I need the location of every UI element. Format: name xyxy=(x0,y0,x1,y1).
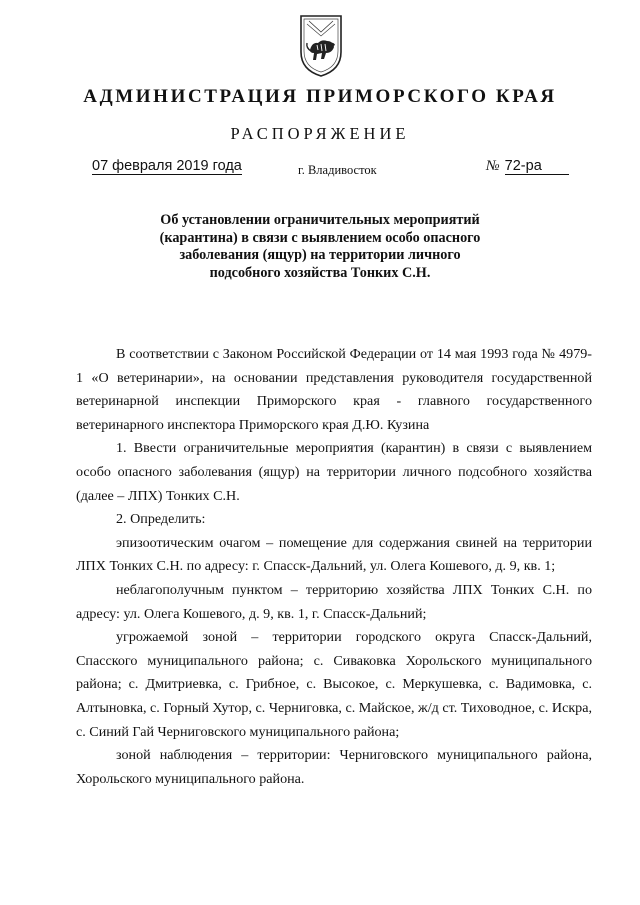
organization-name: АДМИНИСТРАЦИЯ ПРИМОРСКОГО КРАЯ xyxy=(83,86,557,107)
title-line-1: Об установлении ограничительных мероприятий xyxy=(160,212,480,228)
epizootic-focus-paragraph: эпизоотическим очагом – помещение для содержания свиней на территории ЛПХ Тонких С.Н. по адресу: г. Спасск-Дальний, ул. Олега Кошевого, д. 9, кв. 1; xyxy=(76,534,592,575)
document-body xyxy=(76,343,592,791)
unfavorable-point-paragraph: неблагополучным пунктом – территорию хозяйства ЛПХ Тонких С.Н. по адресу: ул. Олега Кошевого, д. 9, кв. 1, г. Спасск-Дальний; xyxy=(76,581,592,622)
observation-zone-paragraph: зоной наблюдения – территории: Черниговского муниципального района, Хорольского муниципального района. xyxy=(76,747,592,787)
document-type: РАСПОРЯЖЕНИЕ xyxy=(230,124,410,143)
item-1-paragraph: 1. Ввести ограничительные мероприятия (карантин) в связи с выявлением особо опасного заболевания (ящур) на территории личного подсобного хозяйства (далее – ЛПХ) Тонких С.Н. xyxy=(76,440,592,504)
number-value: 72-ра xyxy=(505,158,569,175)
threatened-zone-paragraph: угрожаемой зоной – территории городского округа Спасск-Дальний, Спасского муниципального района; с. Сиваковка Хорольского муниципального района; с. Дмитриевка, с. Грибное, с. Высокое, с. Меркушевка, с. Вадимовка, с. Алтыновка, с. Горный Хутор, с. Черниговка, с. Майское, ж/д ст. Тиховодное, с. Искра, с. Синий Гай Черниговского муниципального района; xyxy=(76,629,592,740)
document-title xyxy=(130,212,510,282)
document-city: г. Владивосток xyxy=(298,163,377,177)
document-date: 07 февраля 2019 года xyxy=(92,158,242,174)
number-sign: № xyxy=(486,158,500,174)
title-line-2: (карантина) в связи с выявлением особо опасного xyxy=(159,229,481,246)
coat-of-arms-icon xyxy=(297,12,345,78)
document-number xyxy=(486,158,569,175)
title-line-3: заболевания (ящур) на территории личного xyxy=(179,247,461,263)
preamble-paragraph: В соответствии с Законом Российской Федерации от 14 мая 1993 года № 4979-1 «О ветеринарии», на основании представления руководителя государственной ветеринарной инспекции Приморского края - главного государственного ветеринарного инспектора Приморского края Д.Ю. Кузина xyxy=(76,346,592,433)
title-line-4: подсобного хозяйства Тонких С.Н. xyxy=(209,264,431,281)
item-2-paragraph: 2. Определить: xyxy=(116,511,206,528)
